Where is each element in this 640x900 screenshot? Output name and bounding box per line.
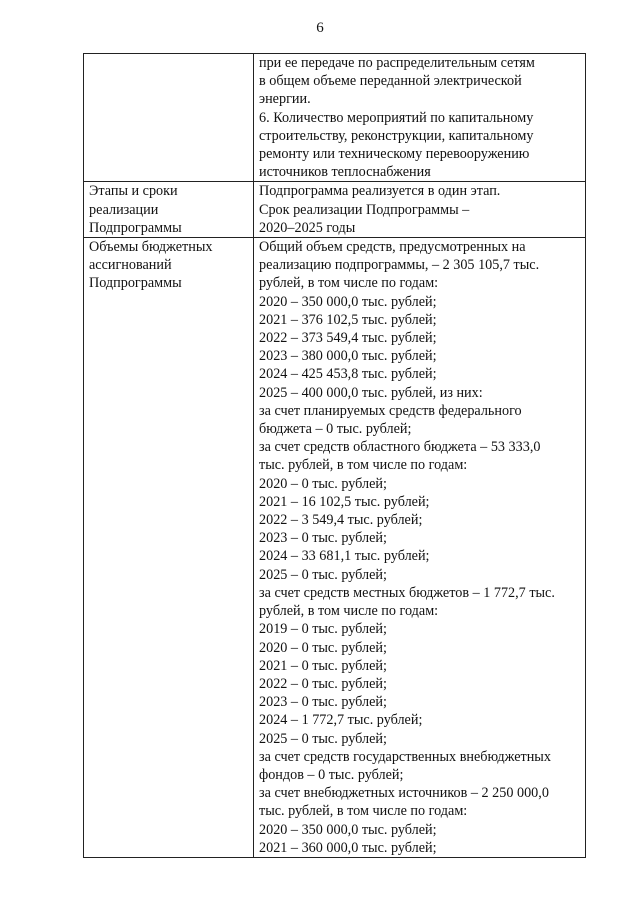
label-line: Объемы бюджетных xyxy=(89,239,213,256)
content-line: Срок реализации Подпрограммы – xyxy=(259,201,470,218)
content-line: 2022 – 373 549,4 тыс. рублей; xyxy=(259,330,437,347)
content-line: 6. Количество мероприятий по капитальному xyxy=(259,109,534,126)
content-line: Подпрограмма реализуется в один этап. xyxy=(259,183,501,200)
content-line: 2021 – 376 102,5 тыс. рублей; xyxy=(259,311,437,328)
content-line: 2022 – 3 549,4 тыс. рублей; xyxy=(259,512,423,529)
content-line: при ее передаче по распределительным сетям xyxy=(259,55,535,71)
content-line: 2022 – 0 тыс. рублей; xyxy=(259,675,387,692)
content-line: за счет средств областного бюджета – 53 333,0 xyxy=(259,439,541,456)
content-line: 2023 – 0 тыс. рублей; xyxy=(259,694,387,711)
content-line: фондов – 0 тыс. рублей; xyxy=(259,766,404,783)
row-label-cell xyxy=(84,182,254,238)
label-line: реализации xyxy=(89,201,159,218)
content-line: 2024 – 1 772,7 тыс. рублей; xyxy=(259,712,423,729)
content-line: 2020 – 0 тыс. рублей; xyxy=(259,639,387,656)
content-line: 2021 – 16 102,5 тыс. рублей; xyxy=(259,493,430,510)
table-row xyxy=(84,238,586,858)
content-line: 2020 – 0 тыс. рублей; xyxy=(259,475,387,492)
content-line: источников теплоснабжения xyxy=(259,164,431,181)
label-line: Подпрограммы xyxy=(89,275,182,292)
content-line: 2025 – 0 тыс. рублей; xyxy=(259,730,387,747)
content-line: реализацию подпрограммы, – 2 305 105,7 тыс. xyxy=(259,257,540,274)
label-line: ассигнований xyxy=(89,257,172,274)
label-line: Этапы и сроки xyxy=(89,183,178,200)
label-line: Подпрограммы xyxy=(89,219,182,236)
content-line: рублей, в том числе по годам: xyxy=(259,275,439,292)
content-line: 2019 – 0 тыс. рублей; xyxy=(259,621,387,638)
content-line: в общем объеме переданной электрической xyxy=(259,73,522,90)
content-line: 2024 – 425 453,8 тыс. рублей; xyxy=(259,366,437,383)
content-line: 2020 – 350 000,0 тыс. рублей; xyxy=(259,293,437,310)
content-line: строительству, реконструкции, капитальному xyxy=(259,127,534,144)
content-line: энергии. xyxy=(259,91,311,108)
content-line: ремонту или техническому перевооружению xyxy=(259,146,530,163)
passport-table xyxy=(83,53,586,858)
content-line: за счет средств местных бюджетов – 1 772,7 тыс. xyxy=(259,584,555,601)
table-row xyxy=(84,182,586,238)
row-content-cell xyxy=(254,238,586,858)
row-content-cell xyxy=(254,54,586,182)
content-line: тыс. рублей, в том числе по годам: xyxy=(259,803,468,820)
content-line: 2021 – 0 тыс. рублей; xyxy=(259,657,387,674)
content-line: 2025 – 0 тыс. рублей; xyxy=(259,566,387,583)
content-line: 2021 – 360 000,0 тыс. рублей; xyxy=(259,839,437,856)
page-number: 6 xyxy=(316,20,324,36)
content-line: рублей, в том числе по годам: xyxy=(259,603,439,620)
row-content-cell xyxy=(254,182,586,238)
content-line: тыс. рублей, в том числе по годам: xyxy=(259,457,468,474)
content-line: за счет внебюджетных источников – 2 250 000,0 xyxy=(259,785,549,802)
content-line: 2023 – 380 000,0 тыс. рублей; xyxy=(259,348,437,365)
row-label-cell xyxy=(84,54,254,182)
table-row xyxy=(84,54,586,182)
content-line: 2025 – 400 000,0 тыс. рублей, из них: xyxy=(259,384,483,401)
content-line: 2024 – 33 681,1 тыс. рублей; xyxy=(259,548,430,565)
content-line: за счет средств государственных внебюджетных xyxy=(259,748,551,765)
content-line: Общий объем средств, предусмотренных на xyxy=(259,239,526,256)
row-label-cell xyxy=(84,238,254,858)
content-line: 2023 – 0 тыс. рублей; xyxy=(259,530,387,547)
content-line: 2020–2025 годы xyxy=(259,219,356,236)
content-line: за счет планируемых средств федерального xyxy=(259,402,522,419)
content-line: бюджета – 0 тыс. рублей; xyxy=(259,421,412,438)
content-line: 2020 – 350 000,0 тыс. рублей; xyxy=(259,821,437,838)
